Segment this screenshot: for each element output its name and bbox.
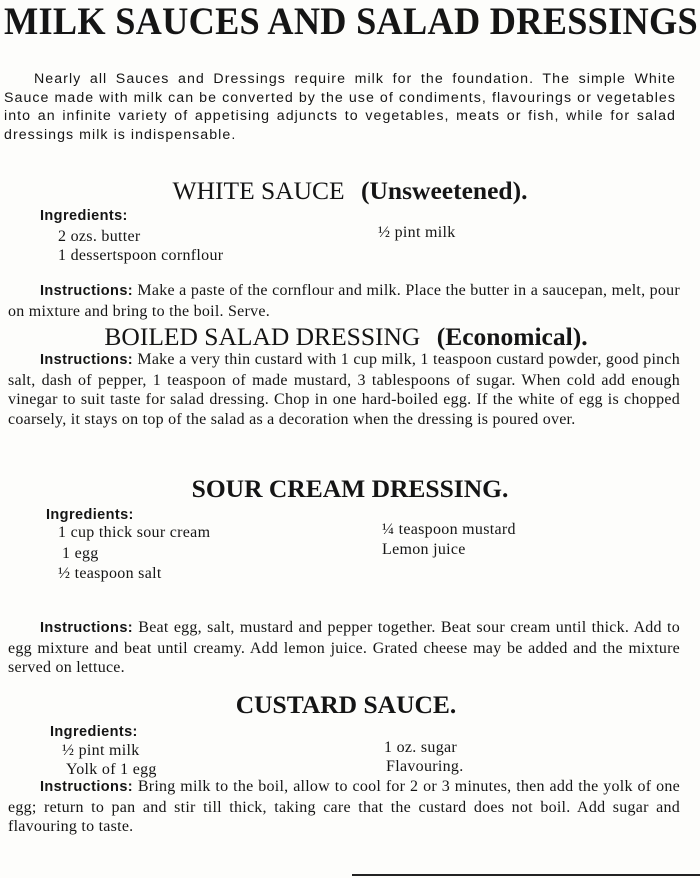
- ingredient-item: ½ teaspoon salt: [58, 565, 162, 582]
- instructions-label: Instructions:: [40, 352, 134, 368]
- boiled-dressing-heading: [0, 322, 696, 352]
- instructions-text: Bring milk to the boil, allow to cool for 2 or 3 minutes, then add the yolk of one egg; return to pan and stir till thick, taking care that the custard does not boil. Add sugar and flavouring to taste.: [8, 778, 681, 836]
- white-sauce-ingredients-label: Ingredients:: [40, 208, 128, 224]
- ingredient-item: ½ pint milk: [378, 224, 456, 241]
- ingredient-item: ½ pint milk: [62, 742, 140, 759]
- white-sauce-subtitle: (Unsweetened).: [361, 176, 528, 205]
- ingredient-item: 1 dessertspoon cornflour: [58, 247, 224, 264]
- instructions-text: Beat egg, salt, mustard and pepper together. Beat sour cream until thick. Add to egg mixture and beat until creamy. Add lemon juice. Grated cheese may be added and the mixture served on lettuce.: [8, 619, 680, 677]
- sour-cream-heading: [0, 474, 700, 504]
- sour-cream-ingredients-label: Ingredients:: [46, 507, 134, 523]
- boiled-dressing-title: BOILED SALAD DRESSING: [104, 322, 421, 351]
- custard-heading: [0, 690, 696, 720]
- white-sauce-title: WHITE SAUCE: [172, 176, 345, 205]
- instructions-text: Make a very thin custard with 1 cup milk, 1 teaspoon custard powder, good pinch salt, dash of pepper, 1 teaspoon of made mustard, 3 tablespoons of sugar. When cold add enough vinegar to suit taste for salad dressing. Chop in one hard-boiled egg. If the white of egg is chopped coarsely, it stays on top of the salad as a decoration when the dressing is poured over.: [8, 351, 681, 429]
- instructions-label: Instructions:: [40, 283, 134, 299]
- white-sauce-instructions: [8, 281, 680, 321]
- ingredient-item: Lemon juice: [382, 541, 466, 558]
- instructions-label: Instructions:: [40, 620, 134, 636]
- ingredient-item: 2 ozs. butter: [58, 228, 141, 245]
- intro-paragraph: Nearly all Sauces and Dressings require milk for the foundation. The simple White Sauce made with milk can be converted by the use of condiments, flavourings or vegetables into an infinite variety of appetising adjuncts to vegetables, meats or fish, while for salad dressings milk is indispensable.: [4, 71, 676, 143]
- white-sauce-heading: [0, 176, 700, 206]
- custard-title: CUSTARD SAUCE.: [235, 690, 457, 719]
- ingredient-item: 1 oz. sugar: [384, 739, 458, 756]
- custard-instructions: [8, 777, 680, 837]
- page-title: MILK SAUCES AND SALAD DRESSINGS: [4, 0, 698, 43]
- sour-cream-instructions: [8, 618, 680, 678]
- ingredient-item: 1 cup thick sour cream: [58, 524, 211, 541]
- instructions-label: Instructions:: [40, 779, 134, 795]
- custard-ingredients-label: Ingredients:: [50, 724, 138, 740]
- boiled-dressing-subtitle: (Economical).: [436, 322, 588, 351]
- ingredient-item: 1 egg: [62, 545, 99, 562]
- ingredient-item: Flavouring.: [386, 758, 464, 775]
- ingredient-item: ¼ teaspoon mustard: [382, 521, 516, 538]
- ingredient-item: Yolk of 1 egg: [66, 761, 157, 778]
- instructions-text: Make a paste of the cornflour and milk. Place the butter in a saucepan, melt, pour on mixture and bring to the boil. Serve.: [8, 282, 681, 320]
- bottom-rule: [352, 874, 700, 876]
- boiled-dressing-instructions: [8, 350, 680, 430]
- sour-cream-title: SOUR CREAM DRESSING.: [191, 474, 509, 503]
